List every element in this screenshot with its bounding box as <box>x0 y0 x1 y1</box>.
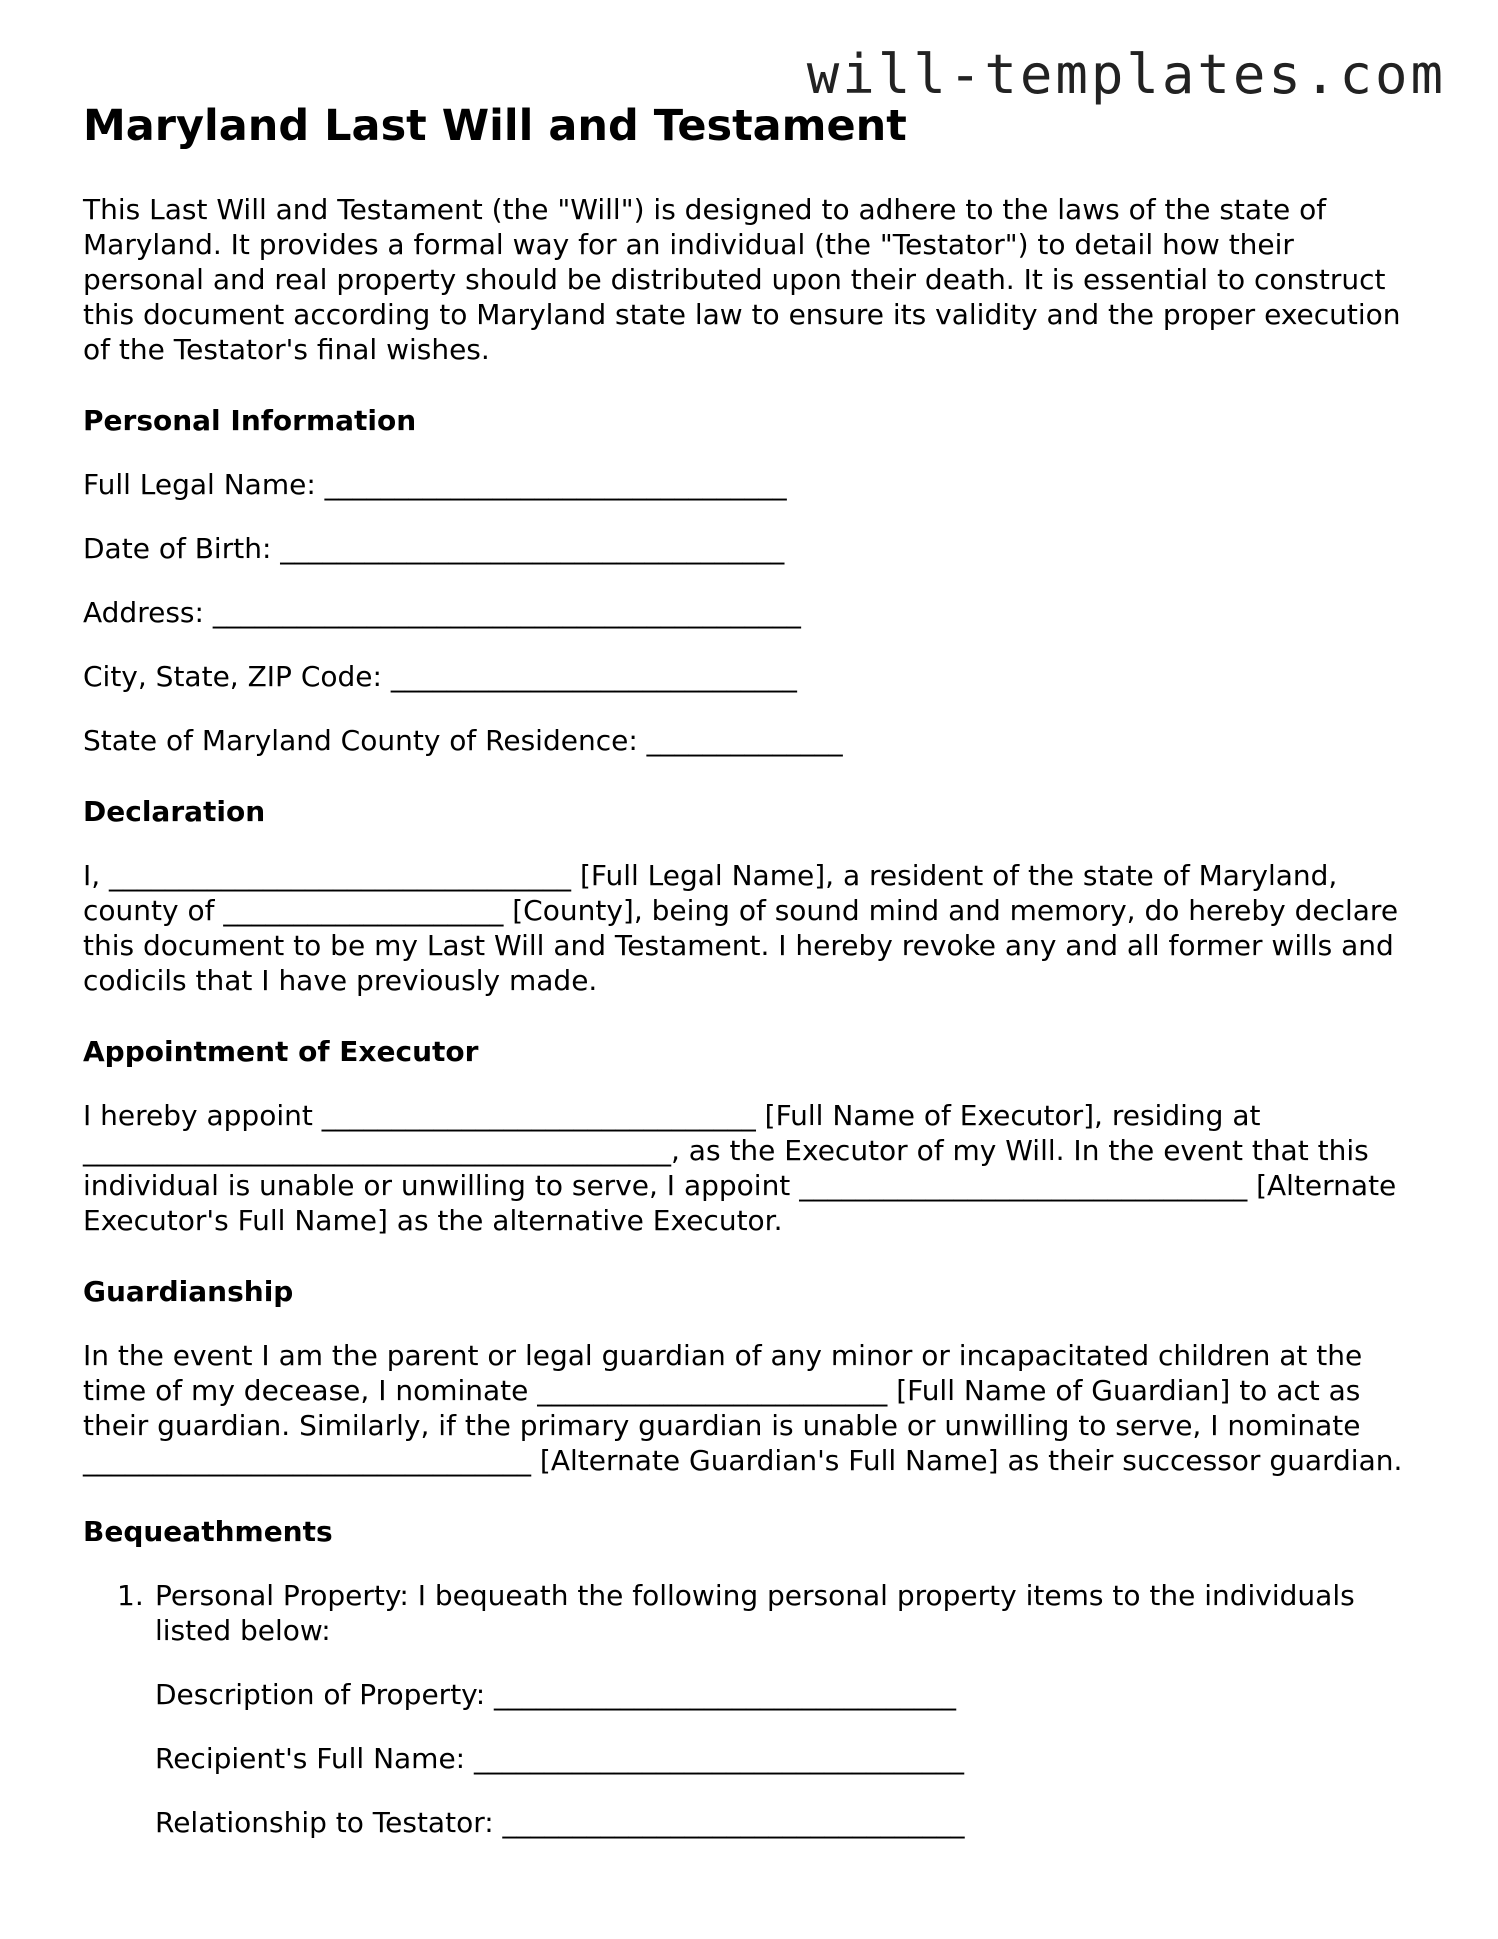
section-heading-executor: Appointment of Executor <box>83 1034 479 1068</box>
intro-paragraph: This Last Will and Testament (the "Will") is designed to adhere to the laws of the state of Maryland. It provides a formal way for an individual (the "Testator") to detail how their personal and real property should be distributed upon their death. It is essential to construct this document according to Maryland state law to ensure its validity and the proper execution of the Testator's final wishes. <box>83 192 1401 366</box>
relationship-field[interactable]: Relationship to Testator: _________________________________ <box>155 1805 965 1839</box>
address-field[interactable]: Address: __________________________________________ <box>83 595 801 629</box>
full-legal-name-field[interactable]: Full Legal Name: _________________________________ <box>83 467 787 501</box>
list-item-text: Personal Property: I bequeath the following personal property items to the individuals listed below: <box>155 1578 1355 1647</box>
document-page <box>83 100 1413 1840</box>
watermark-logo: will-templates.com <box>806 43 1446 106</box>
section-heading-declaration: Declaration <box>83 794 266 828</box>
section-heading-personal: Personal Information <box>83 403 417 437</box>
city-state-zip-field[interactable]: City, State, ZIP Code: _____________________________ <box>83 659 797 693</box>
declaration-paragraph: I, _________________________________ [Full Legal Name], a resident of the state of Maryland, county of ____________________ [County], being of sound mind and memory, do hereby declare this document to be my Last Will and Testament. I hereby revoke any and all former wills and codicils that I have previously made. <box>83 858 1399 997</box>
guardianship-paragraph: In the event I am the parent or legal guardian of any minor or incapacitated children at the time of my decease, I nominate _________________________ [Full Name of Guardian] to act as their guardian. Similarly, if the primary guardian is unable or unwilling to serve, I nominate ________________________________ [Alternate Guardian's Full Name] as their successor guardian. <box>83 1338 1403 1477</box>
section-heading-bequeathments: Bequeathments <box>83 1514 333 1548</box>
list-item-number: 1. <box>117 1578 144 1612</box>
section-heading-guardianship: Guardianship <box>83 1274 294 1308</box>
date-of-birth-field[interactable]: Date of Birth: ____________________________________ <box>83 531 785 565</box>
county-of-residence-field[interactable]: State of Maryland County of Residence: ______________ <box>83 723 843 757</box>
list-item <box>83 1578 1413 1840</box>
page-title: Maryland Last Will and Testament <box>83 101 907 151</box>
property-description-field[interactable]: Description of Property: _________________________________ <box>155 1677 957 1711</box>
executor-paragraph: I hereby appoint _______________________________ [Full Name of Executor], residing at __________________________________________, as the Executor of my Will. In the event that this individual is unable or unwilling to serve, I appoint ________________________________ [Alternate Executor's Full Name] as the alternative Executor. <box>83 1098 1397 1237</box>
recipient-name-field[interactable]: Recipient's Full Name: ___________________________________ <box>155 1741 965 1775</box>
